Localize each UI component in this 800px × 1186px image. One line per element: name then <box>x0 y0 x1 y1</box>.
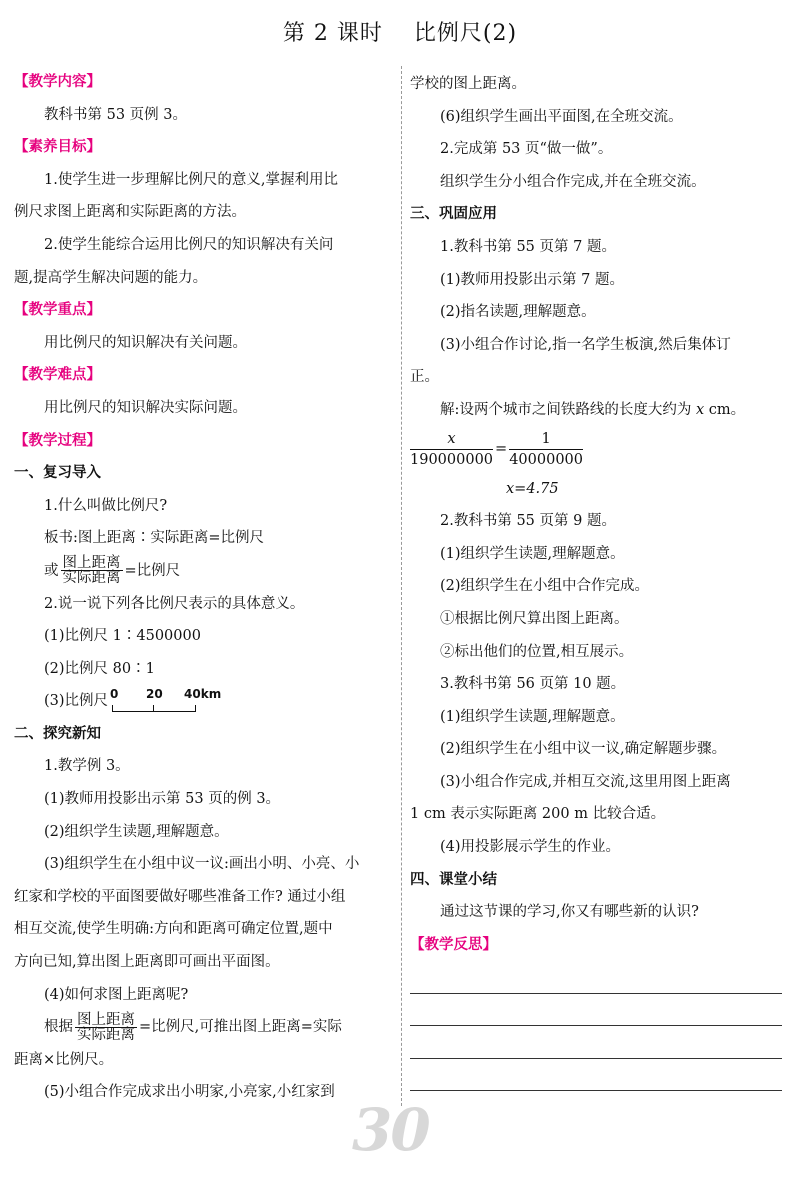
section-summary: 四、课堂小结 <box>410 871 497 888</box>
fraction-denominator-2: 实际距离 <box>77 1026 135 1043</box>
according-to: 根据 <box>44 1019 73 1036</box>
page-title: 第 2 课时 比例尺(2) <box>282 21 518 46</box>
difficulties-text: 用比例尺的知识解决实际问题。 <box>44 399 247 416</box>
equation-num-1: x <box>410 431 493 450</box>
equation-den-1: 190000000 <box>410 452 494 469</box>
equation-den-2: 40000000 <box>509 452 583 469</box>
step-6: (6)组织学生画出平面图,在全班交流。 <box>440 108 683 125</box>
reflection-lines <box>410 961 782 1091</box>
apply-3-step-4: (4)用投影展示学生的作业。 <box>440 839 621 856</box>
fraction-denominator: 实际距离 <box>62 570 121 587</box>
apply-1-step-1: (1)教师用投影出示第 7 题。 <box>440 271 624 288</box>
distance-fraction <box>61 556 123 585</box>
equation-left-fraction <box>410 431 493 468</box>
goal-1-line-1: 1.使学生进一步理解比例尺的意义,掌握利用比 <box>44 171 338 188</box>
example-1-step-2: (2)组织学生读题,理解题意。 <box>44 823 229 840</box>
reflection-line <box>410 1059 782 1092</box>
fraction-numerator: 图上距离 <box>62 555 121 572</box>
solution-unit: cm。 <box>708 401 746 418</box>
line-scale-graphic <box>110 687 222 713</box>
equation-answer: x=4.75 <box>506 480 559 497</box>
scale-mid-tick <box>153 705 154 711</box>
apply-2-step-1: (1)组织学生读题,理解题意。 <box>440 545 625 562</box>
equation-num-2: 1 <box>509 431 583 450</box>
solution-setup <box>410 394 790 427</box>
deduction-text: =比例尺,可推出图上距离=实际 <box>139 1019 342 1036</box>
example-1-step-3-c: 相互交流,使学生明确:方向和距离可确定位置,题中 <box>14 921 333 938</box>
equation-equals: = <box>495 441 508 458</box>
apply-2: 2.教科书第 55 页第 9 题。 <box>440 513 616 530</box>
equation-right-fraction <box>509 431 583 468</box>
apply-2-circle-2: ②标出他们的位置,相互展示。 <box>440 643 634 660</box>
apply-3: 3.教科书第 56 页第 10 题。 <box>440 676 626 693</box>
scale-item-1: (1)比例尺 1∶4500000 <box>44 628 201 645</box>
scale-item-3-label: (3)比例尺 <box>44 693 109 710</box>
reflection-line <box>410 994 782 1027</box>
apply-2-step-2: (2)组织学生在小组中合作完成。 <box>440 578 650 595</box>
proportion-equation <box>410 427 790 473</box>
scale-label-40: 40km <box>184 687 222 702</box>
section-review: 一、复习导入 <box>14 465 101 482</box>
key-points-text: 用比例尺的知识解决有关问题。 <box>44 334 247 351</box>
goal-1-line-2: 例尺求图上距离和实际距离的方法。 <box>14 204 246 221</box>
apply-3-step-3-b: 1 cm 表示实际距离 200 m 比较合适。 <box>410 806 666 823</box>
apply-1-step-2: (2)指名读题,理解题意。 <box>440 304 596 321</box>
step-5-continued: 学校的图上距离。 <box>410 76 526 92</box>
solution-variable: x <box>696 401 705 418</box>
scale-bar <box>112 705 196 712</box>
reflection-line <box>410 1026 782 1059</box>
question-1: 1.什么叫做比例尺? <box>44 497 168 514</box>
solution-text: 解:设两个城市之间铁路线的长度大约为 <box>440 401 692 418</box>
heading-process: 【教学过程】 <box>14 432 101 449</box>
practice-2-text: 组织学生分小组合作完成,并在全班交流。 <box>440 173 706 190</box>
heading-content: 【教学内容】 <box>14 74 101 90</box>
heading-reflection: 【教学反思】 <box>410 936 497 953</box>
apply-1-step-3-a: (3)小组合作讨论,指一名学生板演,然后集体订 <box>440 336 731 353</box>
example-1-step-5: (5)小组合作完成求出小明家,小亮家,小红家到 <box>44 1084 335 1101</box>
board-text: 板书:图上距离∶实际距离=比例尺 <box>44 530 265 547</box>
content-text: 教科书第 53 页例 3。 <box>44 106 188 123</box>
example-1-step-3-d: 方向已知,算出图上距离即可画出平面图。 <box>14 954 280 971</box>
apply-2-circle-1: ①根据比例尺算出图上距离。 <box>440 610 629 627</box>
section-apply: 三、巩固应用 <box>410 206 497 223</box>
apply-3-step-3-a: (3)小组合作完成,并相互交流,这里用图上距离 <box>440 773 731 790</box>
fraction-numerator-2: 图上距离 <box>77 1011 135 1028</box>
goal-2-line-2: 题,提高学生解决问题的能力。 <box>14 269 208 286</box>
summary-text: 通过这节课的学习,你又有哪些新的认识? <box>440 904 699 921</box>
example-1: 1.教学例 3。 <box>44 758 130 775</box>
scale-label-0: 0 <box>110 687 119 702</box>
left-column <box>14 66 392 1109</box>
example-1-step-4-c: 距离×比例尺。 <box>14 1051 114 1068</box>
equals-scale: =比例尺 <box>124 562 181 579</box>
heading-goals: 【素养目标】 <box>14 139 101 156</box>
scale-label-20: 20 <box>146 687 163 702</box>
apply-1: 1.教科书第 55 页第 7 题。 <box>440 238 616 255</box>
scale-item-3 <box>14 685 392 718</box>
example-1-step-1: (1)教师用投影出示第 53 页的例 3。 <box>44 791 281 808</box>
apply-1-step-3-b: 正。 <box>410 369 439 386</box>
or-text: 或 <box>44 562 59 579</box>
distance-fraction-2 <box>75 1013 137 1042</box>
column-divider <box>401 66 402 1106</box>
reflection-line <box>410 961 782 994</box>
goal-2-line-1: 2.使学生能综合运用比例尺的知识解决有关问 <box>44 236 334 253</box>
fraction-definition <box>14 555 392 588</box>
example-1-step-4: (4)如何求图上距离呢? <box>44 986 189 1003</box>
heading-key-points: 【教学重点】 <box>14 302 101 319</box>
heading-difficulties: 【教学难点】 <box>14 367 101 384</box>
right-column <box>410 68 790 1091</box>
question-2: 2.说一说下列各比例尺表示的具体意义。 <box>44 595 305 612</box>
scale-item-2: (2)比例尺 80∶1 <box>44 660 155 677</box>
apply-3-step-2: (2)组织学生在小组中议一议,确定解题步骤。 <box>440 741 727 758</box>
section-explore: 二、探究新知 <box>14 725 101 742</box>
example-1-step-3-a: (3)组织学生在小组中议一议:画出小明、小亮、小 <box>44 856 360 873</box>
example-1-step-3-b: 红家和学校的平面图要做好哪些准备工作? 通过小组 <box>14 888 346 905</box>
example-1-step-4-formula <box>14 1011 392 1044</box>
practice-2: 2.完成第 53 页“做一做”。 <box>440 141 613 158</box>
page-number: 30 <box>352 1096 429 1164</box>
apply-3-step-1: (1)组织学生读题,理解题意。 <box>440 708 625 725</box>
